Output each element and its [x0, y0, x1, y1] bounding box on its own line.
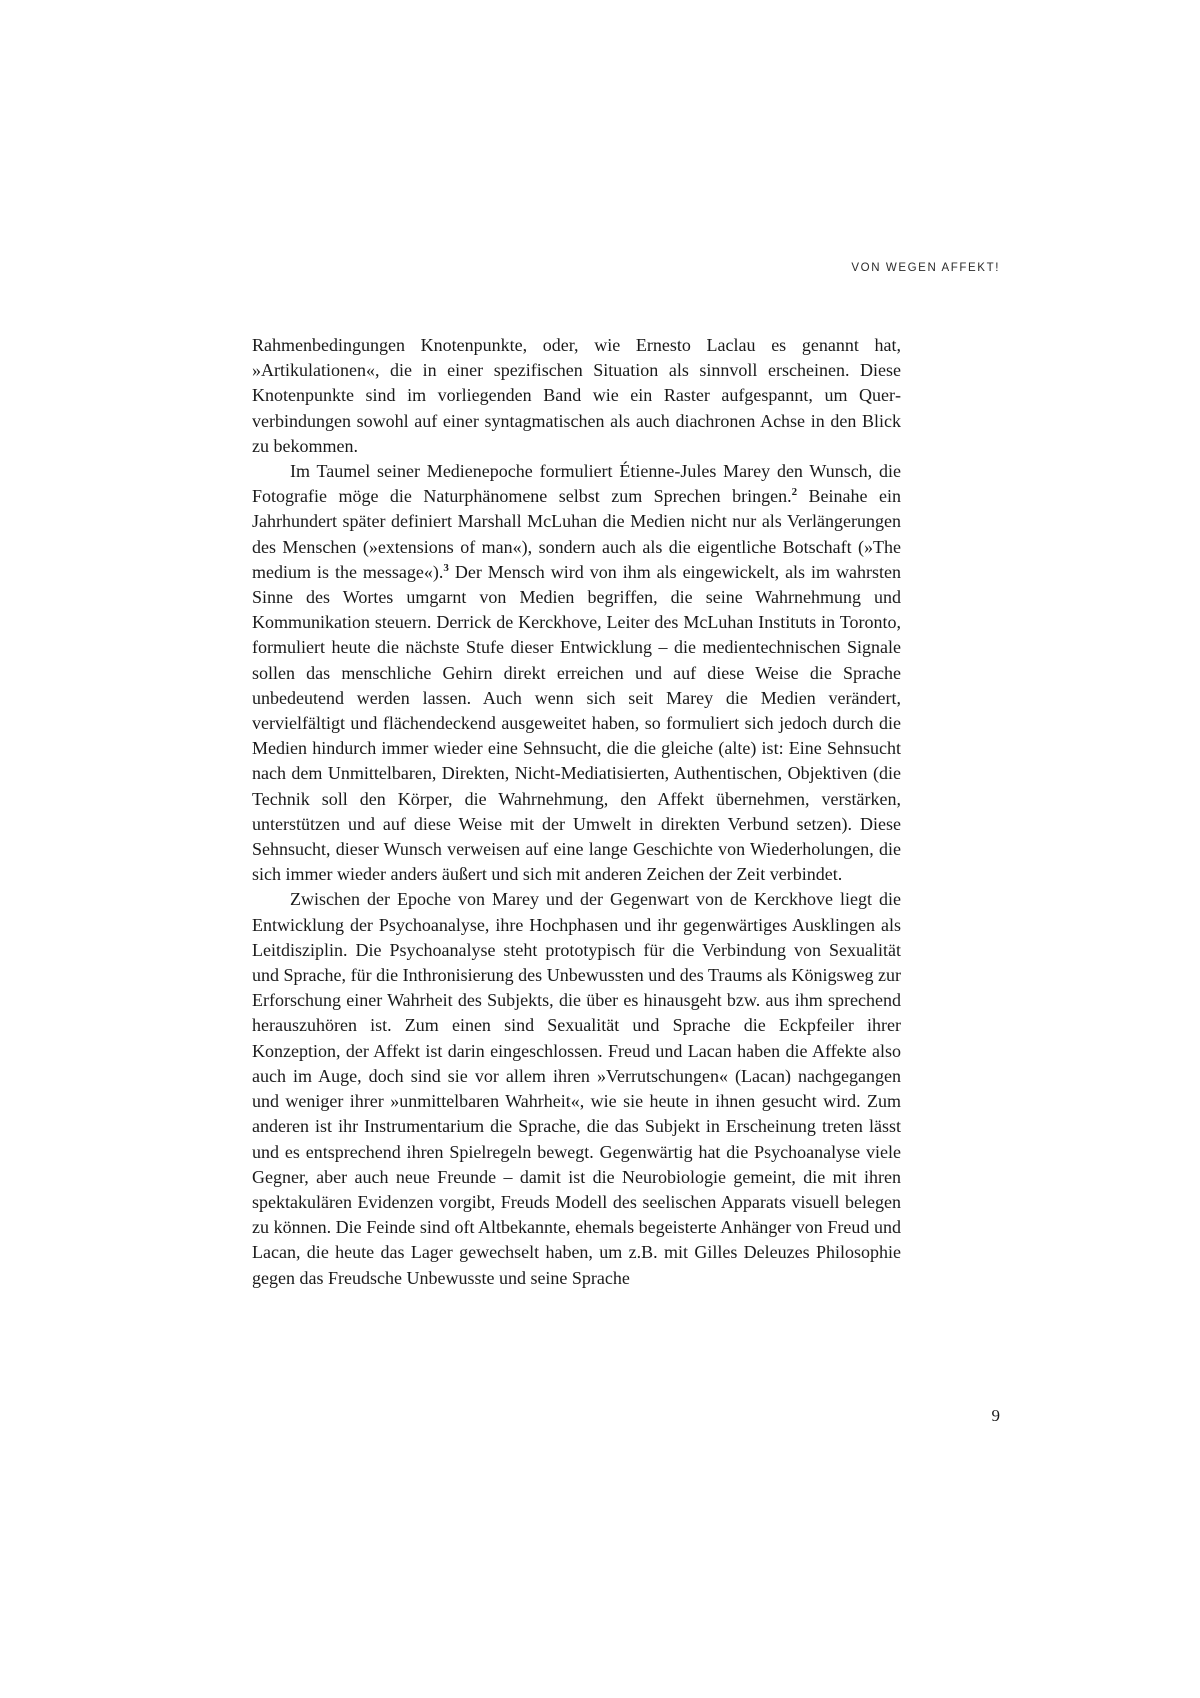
page-number: 9 — [991, 1406, 1000, 1425]
body-text — [252, 333, 901, 1291]
paragraph-2-part-1: Im Taumel seiner Medienepoche formuliert Étienne-Jules Marey den Wunsch, die Fotografie möge die Naturphänomene selbst zum Sprechen bringen. — [252, 461, 901, 507]
running-head: VON WEGEN AFFEKT! — [851, 262, 1000, 274]
paragraph-2-part-2: Beinahe ein Jahrhundert später definiert Marshall McLuhan die Medien nicht nur als Verlängerungen des Menschen (»extensions of man«), sondern auch als die eigentliche Botschaft (»The medium is the message«). — [252, 486, 901, 582]
footnote-ref-3[interactable]: 3 — [443, 561, 449, 574]
paragraph-2-part-3: Der Mensch wird von ihm als eingewickelt, als im wahrsten Sinne des Wortes umgarnt von Medien begriffen, die seine Wahrnehmung und Kommunikation steuern. Derrick de Kerckhove, Leiter des McLuhan Instituts in Toronto, formuliert heute die nächste Stufe dieser Entwicklung – die medientechnischen Signale sollen das menschliche Gehirn direkt erreichen und auf diese Weise die Sprache unbedeutend werden lassen. Auch wenn sich seit Marey die Medien verändert, vervielfältigt und flächendeckend ausgeweitet haben, so formuliert sich jedoch durch die Medien hindurch immer wieder eine Sehnsucht, die die gleiche (alte) ist: Eine Sehnsucht nach dem Unmittelbaren, Direkten, Nicht-Mediatisierten, Authentischen, Objektiven (die Technik soll den Körper, die Wahrnehmung, den Affekt übernehmen, verstärken, unterstützen und auf diese Weise mit der Umwelt in direkten Verbund setzen). Diese Sehnsucht, dieser Wunsch verweisen auf eine lange Geschichte von Wiederholungen, die sich immer wieder anders äußert und sich mit anderen Zeichen der Zeit verbindet. — [252, 561, 901, 885]
paragraph-1: Rahmenbedingungen Knotenpunkte, oder, wie Ernesto Laclau es genannt hat, »Artikulationen«, die in einer spezifischen Situation als sinnvoll erscheinen. Diese Knotenpunkte sind im vorliegenden Band wie ein Raster aufgespannt, um Querverbindungen sowohl auf einer syntagmatischen als auch diachronen Achse in den Blick zu bekommen. — [252, 335, 901, 456]
footnote-ref-2[interactable]: 2 — [791, 486, 798, 499]
paragraph-2 — [252, 459, 901, 887]
paragraph-3: Zwischen der Epoche von Marey und der Gegenwart von de Kerckhove liegt die Entwicklung der Psychoanalyse, ihre Hochphasen und ihr gegenwärtiges Ausklingen als Leitdisziplin. Die Psychoanalyse steht prototypisch für die Verbindung von Sexualität und Sprache, für die Inthronisierung des Unbewussten und des Traums als Königsweg zur Erforschung einer Wahrheit des Subjekts, die über es hinausgeht bzw. aus ihm sprechend herauszuhören ist. Zum einen sind Sexualität und Sprache die Eckpfeiler ihrer Konzeption, der Affekt ist darin eingeschlossen. Freud und Lacan haben die Affekte also auch im Auge, doch sind sie vor allem ihren »Verrutschungen« (Lacan) nachgegangen und weniger ihrer »unmittelbaren Wahrheit«, wie sie heute in ihnen gesucht wird. Zum anderen ist ihr Instrumentarium die Sprache, die das Subjekt in Erscheinung treten lässt und es entsprechend ihren Spielregeln bewegt. Gegenwärtig hat die Psychoanalyse viele Gegner, aber auch neue Freunde – damit ist die Neurobiologie gemeint, die mit ihren spektakulären Evidenzen vorgibt, Freuds Modell des seelischen Apparats visuell belegen zu können. Die Feinde sind oft Altbekannte, ehemals begeisterte Anhänger von Freud und Lacan, die heute das Lager gewechselt haben, um z.B. mit Gilles Deleuzes Philosophie gegen das Freudsche Unbewusste und seine Sprache — [252, 889, 901, 1288]
